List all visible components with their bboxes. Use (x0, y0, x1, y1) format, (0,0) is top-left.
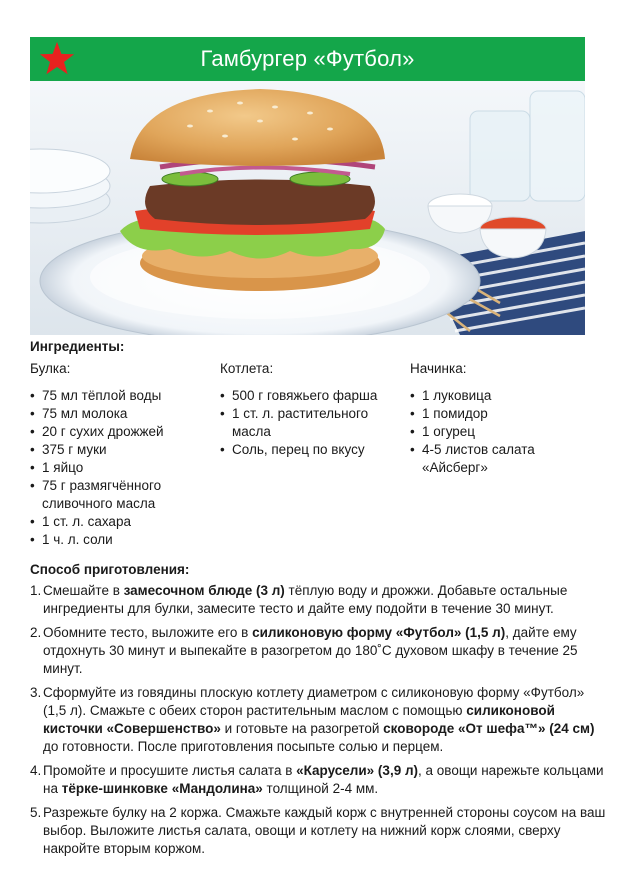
list-item: • 20 г сухих дрожжей (30, 423, 210, 441)
method-step (30, 582, 610, 618)
list-item: • 1 огурец (410, 423, 590, 441)
burger-photo (30, 81, 585, 335)
star-icon (38, 40, 76, 78)
step-text: толщиной 2-4 мм. (262, 781, 379, 796)
list-item: • 375 г муки (30, 441, 210, 459)
list-item: • 1 ч. л. соли (30, 531, 210, 549)
bun-list (30, 387, 210, 549)
step-text: до готовности. После приготовления посыпьте солью и перцем. (43, 739, 444, 754)
step-number: 1. (30, 583, 42, 598)
step-text: , дайте ему отдохнуть 30 минут и выпекайте в разогретом до 180˚С духовом шкафу в течение 25 минут. (43, 625, 578, 676)
ingredients-heading: Ингредиенты: (30, 339, 125, 354)
list-item: • 1 помидор (410, 405, 590, 423)
list-item: • 75 г размягчённого сливочного масла (30, 477, 210, 513)
step-number: 5. (30, 805, 42, 820)
step-text: Разрежьте булку на 2 коржа. Смажьте каждый корж с внутренней стороны соусом на ваш выбор. Выложите листья салата, овощи и котлету на нижний корж слоями, сверху накройте вторым коржом. (43, 805, 606, 856)
step-number: 4. (30, 763, 42, 778)
step-product-name: сковороде «От шефа™» (24 см) (383, 721, 595, 736)
ingredients-patty (220, 360, 400, 459)
bun-title: Булка: (30, 361, 71, 376)
ingredients-bun (30, 360, 210, 549)
method-step (30, 624, 610, 678)
title-bar (30, 37, 585, 81)
list-item: • 1 луковица (410, 387, 590, 405)
step-text: тёплую воду и дрожжи. Добавьте остальные ингредиенты для булки, замесите тесто и дайте ему подойти в течение 30 минут. (43, 583, 568, 616)
step-text: Промойте и просушите листья салата в (43, 763, 297, 778)
method-heading: Способ приготовления: (30, 562, 190, 577)
step-text: Смешайте в (43, 583, 124, 598)
list-item: • 4-5 листов салата «Айсберг» (410, 441, 590, 477)
step-product-name: замесочном блюде (3 л) (123, 583, 285, 598)
method-step (30, 762, 610, 798)
ingredients-filling (410, 360, 590, 477)
list-item: • 75 мл тёплой воды (30, 387, 210, 405)
filling-list (410, 387, 590, 477)
list-item: • 500 г говяжьего фарша (220, 387, 400, 405)
step-product-name: «Карусели» (3,9 л) (296, 763, 419, 778)
step-number: 2. (30, 625, 42, 640)
list-item: • 1 ст. л. сахара (30, 513, 210, 531)
step-number: 3. (30, 685, 42, 700)
page-title: Гамбургер «Футбол» (200, 46, 415, 71)
method-step (30, 684, 610, 756)
method-steps (30, 582, 610, 864)
list-item: • 75 мл молока (30, 405, 210, 423)
patty-title: Котлета: (220, 361, 274, 376)
step-product-name: силиконовую форму «Футбол» (1,5 л) (252, 625, 506, 640)
patty-list (220, 387, 400, 459)
step-text: Обомните тесто, выложите его в (43, 625, 253, 640)
filling-title: Начинка: (410, 361, 467, 376)
list-item: • 1 ст. л. растительного масла (220, 405, 400, 441)
list-item: • 1 яйцо (30, 459, 210, 477)
method-step (30, 804, 610, 858)
step-text: , а овощи нарежьте кольцами на (43, 763, 604, 796)
step-text: и готовьте на разогретой (220, 721, 384, 736)
step-text: Сформуйте из говядины плоскую котлету диаметром с силиконовую форму «Футбол» (1,5 л). Смажьте с обеих сторон растительным маслом с помощью (43, 685, 585, 718)
step-product-name: тёрке-шинковке «Мандолина» (61, 781, 263, 796)
step-product-name: силиконовой кисточки «Совершенство» (43, 703, 555, 736)
list-item: • Соль, перец по вкусу (220, 441, 400, 459)
